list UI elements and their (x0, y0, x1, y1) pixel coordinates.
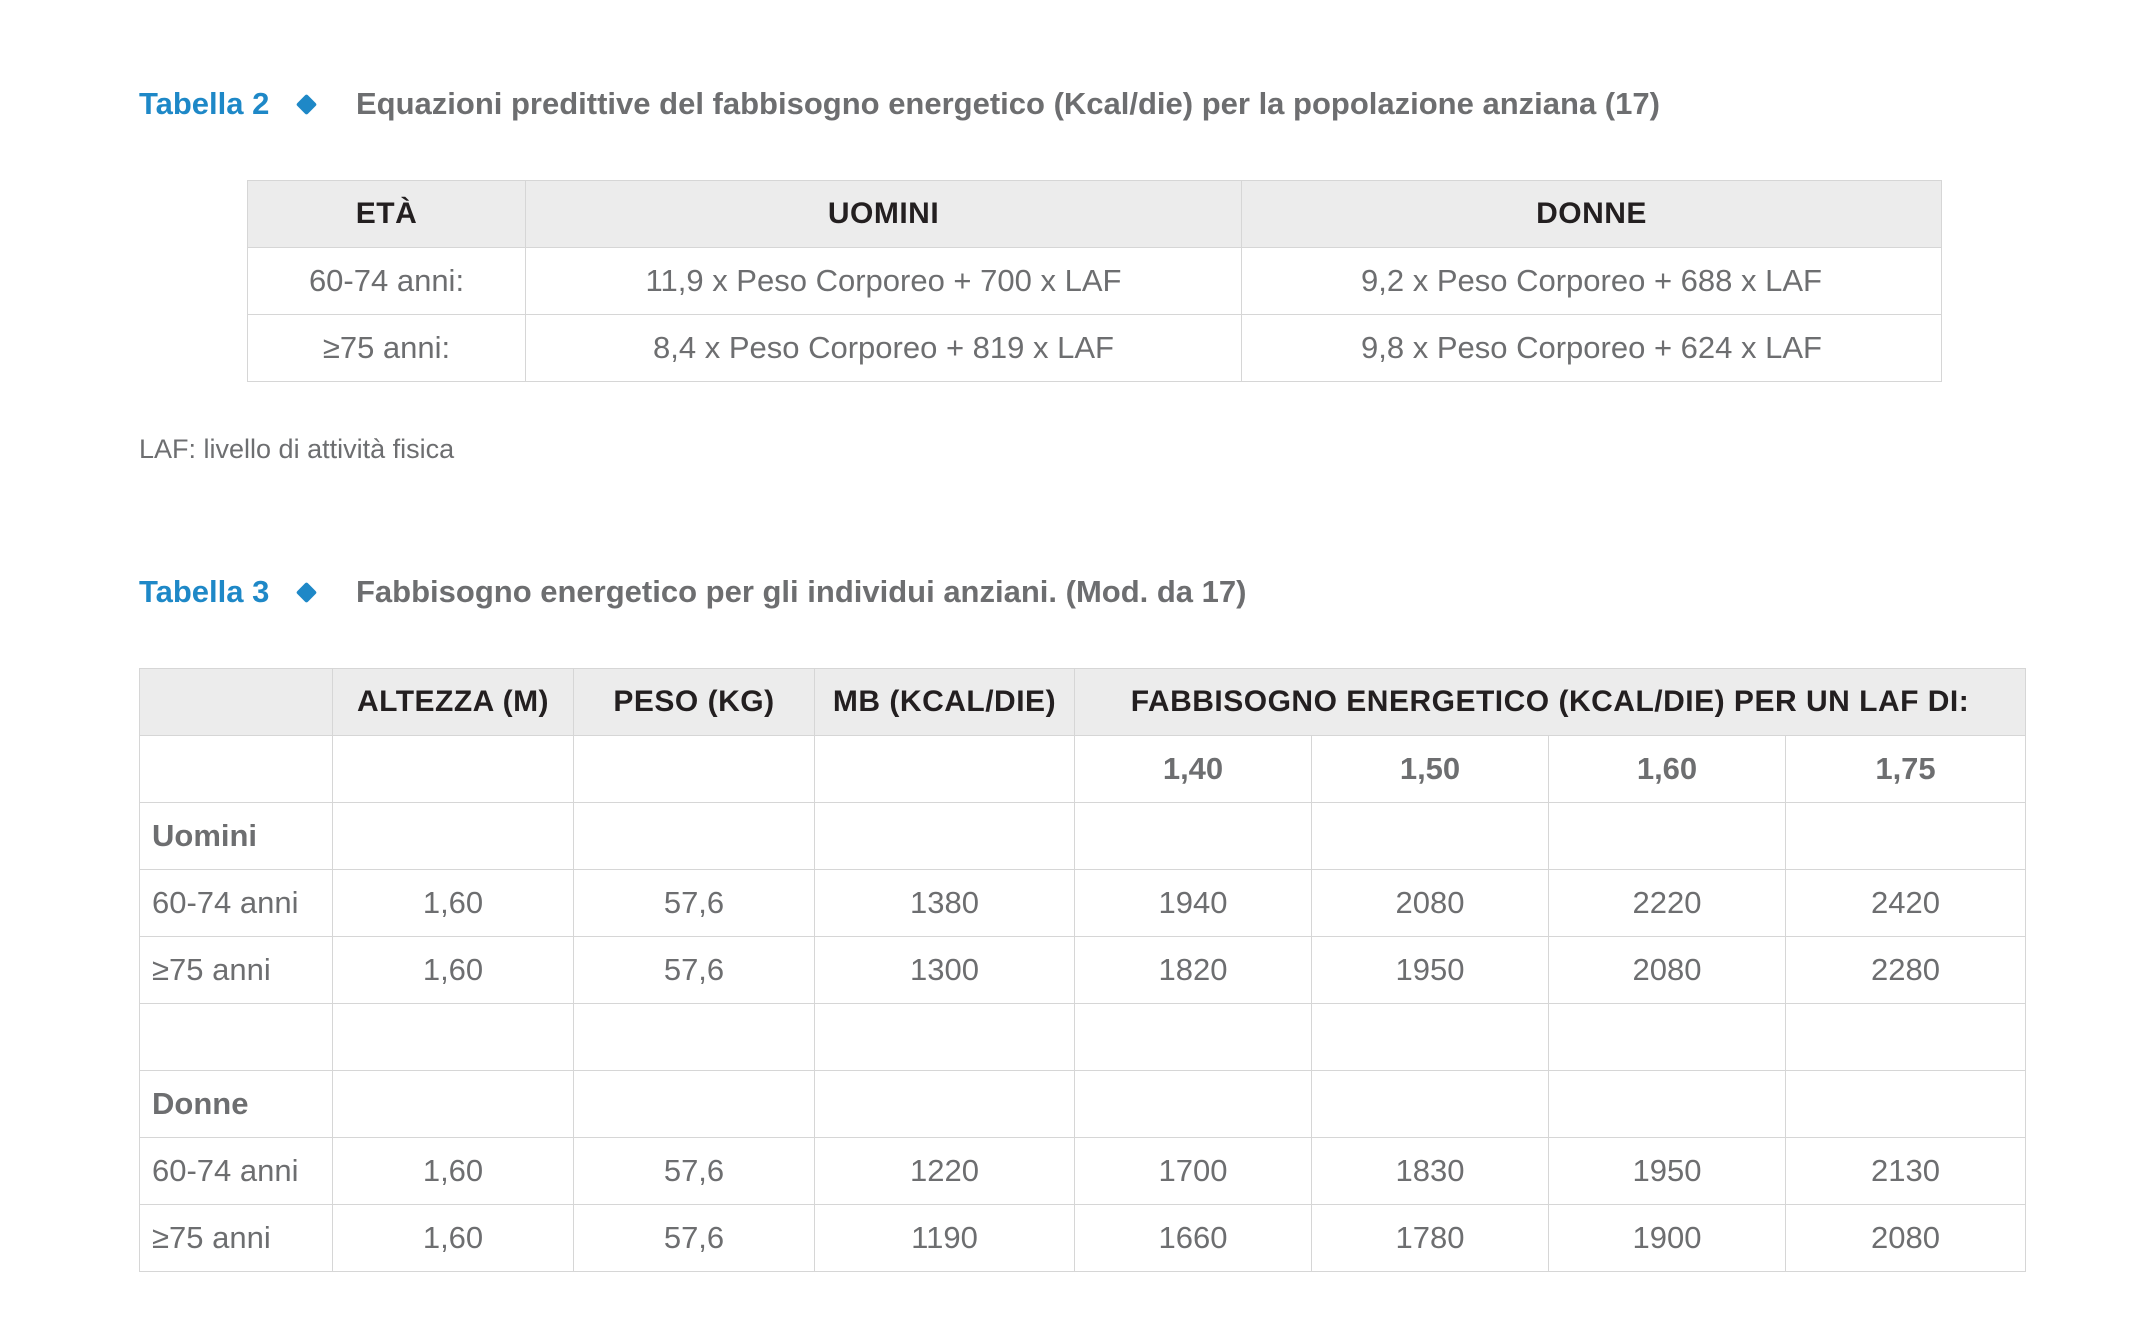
table2 (247, 180, 1942, 382)
table-cell (1549, 803, 1786, 870)
table-cell: 2080 (1312, 870, 1549, 937)
table-row (140, 937, 2026, 1004)
table-cell: 1,60 (333, 870, 574, 937)
table-cell: 57,6 (574, 937, 815, 1004)
table-cell (140, 1004, 333, 1071)
table3-header-mb: MB (KCAL/DIE) (815, 669, 1075, 736)
diamond-bullet-icon (296, 93, 317, 114)
table-cell: 2130 (1786, 1138, 2026, 1205)
table2-header-row (248, 181, 1942, 248)
group-label: Uomini (140, 803, 333, 870)
table-cell (1075, 803, 1312, 870)
table-cell (1549, 1004, 1786, 1071)
table-row (140, 870, 2026, 937)
table-cell: 60-74 anni (140, 1138, 333, 1205)
table-cell: 1700 (1075, 1138, 1312, 1205)
table-cell (815, 803, 1075, 870)
laf-level: 1,40 (1075, 736, 1312, 803)
table-cell: 2280 (1786, 937, 2026, 1004)
table-cell: 1830 (1312, 1138, 1549, 1205)
table3-header-altezza: ALTEZZA (M) (333, 669, 574, 736)
table-cell: 11,9 x Peso Corporeo + 700 x LAF (526, 248, 1242, 315)
table-cell: 1950 (1312, 937, 1549, 1004)
table-row (248, 315, 1942, 382)
spacer-row (140, 1004, 2026, 1071)
table-cell (574, 736, 815, 803)
table-cell: 1940 (1075, 870, 1312, 937)
table-cell (333, 1071, 574, 1138)
table-cell: 1780 (1312, 1205, 1549, 1272)
table2-footnote: LAF: livello di attività fisica (139, 434, 455, 464)
table-cell: 9,8 x Peso Corporeo + 624 x LAF (1242, 315, 1942, 382)
table-cell (815, 736, 1075, 803)
table-cell: 1,60 (333, 1138, 574, 1205)
table2-caption (139, 82, 1660, 126)
table-cell (1075, 1071, 1312, 1138)
table2-title: Equazioni predittive del fabbisogno energetico (Kcal/die) per la popolazione anziana (17) (356, 86, 1660, 121)
table-cell (1312, 1071, 1549, 1138)
table-cell (574, 1004, 815, 1071)
table-cell (1549, 1071, 1786, 1138)
table-cell (140, 736, 333, 803)
table-cell: 60-74 anni (140, 870, 333, 937)
table-cell (333, 1004, 574, 1071)
group-row-uomini (140, 803, 2026, 870)
table3-title: Fabbisogno energetico per gli individui anziani. (Mod. da 17) (356, 574, 1247, 609)
table-cell (815, 1004, 1075, 1071)
table-cell: 2080 (1786, 1205, 2026, 1272)
table-row (140, 1138, 2026, 1205)
table-cell (333, 803, 574, 870)
table-cell: 8,4 x Peso Corporeo + 819 x LAF (526, 315, 1242, 382)
table-cell: 2220 (1549, 870, 1786, 937)
table-cell: 1900 (1549, 1205, 1786, 1272)
table-cell: 2420 (1786, 870, 2026, 937)
table-cell (1312, 1004, 1549, 1071)
table-cell: ≥75 anni (140, 937, 333, 1004)
table-cell: 57,6 (574, 870, 815, 937)
table-cell: 1190 (815, 1205, 1075, 1272)
table-cell: 2080 (1549, 937, 1786, 1004)
table2-header-donne: DONNE (1242, 181, 1942, 248)
table-cell: 1220 (815, 1138, 1075, 1205)
table3-header-peso: PESO (KG) (574, 669, 815, 736)
table3-label: Tabella 3 (139, 574, 270, 609)
table3-header-empty (140, 669, 333, 736)
diamond-bullet-icon (296, 581, 317, 602)
table-cell: 1,60 (333, 1205, 574, 1272)
table-cell: 1380 (815, 870, 1075, 937)
table-row (140, 1205, 2026, 1272)
laf-level: 1,60 (1549, 736, 1786, 803)
table-cell (1786, 1071, 2026, 1138)
table-cell: 57,6 (574, 1138, 815, 1205)
table3 (139, 668, 2026, 1272)
table-row (248, 248, 1942, 315)
table3-laf-row (140, 736, 2026, 803)
table-cell (574, 1071, 815, 1138)
table-cell: 60-74 anni: (248, 248, 526, 315)
table2-header-uomini: UOMINI (526, 181, 1242, 248)
table-cell: ≥75 anni (140, 1205, 333, 1272)
table-cell (1075, 1004, 1312, 1071)
table-cell: 1,60 (333, 937, 574, 1004)
table-cell: 1660 (1075, 1205, 1312, 1272)
group-label: Donne (140, 1071, 333, 1138)
laf-level: 1,50 (1312, 736, 1549, 803)
table-cell (574, 803, 815, 870)
table2-header-eta: ETÀ (248, 181, 526, 248)
table-cell (1312, 803, 1549, 870)
table-cell: 1950 (1549, 1138, 1786, 1205)
table-cell: 1820 (1075, 937, 1312, 1004)
table-cell (815, 1071, 1075, 1138)
table-cell (333, 736, 574, 803)
group-row-donne (140, 1071, 2026, 1138)
table-cell: 57,6 (574, 1205, 815, 1272)
table3-header-fabbisogno: FABBISOGNO ENERGETICO (KCAL/DIE) PER UN LAF DI: (1075, 669, 2026, 736)
table-cell: 1300 (815, 937, 1075, 1004)
table3-header-row (140, 669, 2026, 736)
table3-caption (139, 570, 1246, 614)
table-cell (1786, 1004, 2026, 1071)
table-cell (1786, 803, 2026, 870)
table-cell: 9,2 x Peso Corporeo + 688 x LAF (1242, 248, 1942, 315)
table2-label: Tabella 2 (139, 86, 270, 121)
laf-level: 1,75 (1786, 736, 2026, 803)
table-cell: ≥75 anni: (248, 315, 526, 382)
